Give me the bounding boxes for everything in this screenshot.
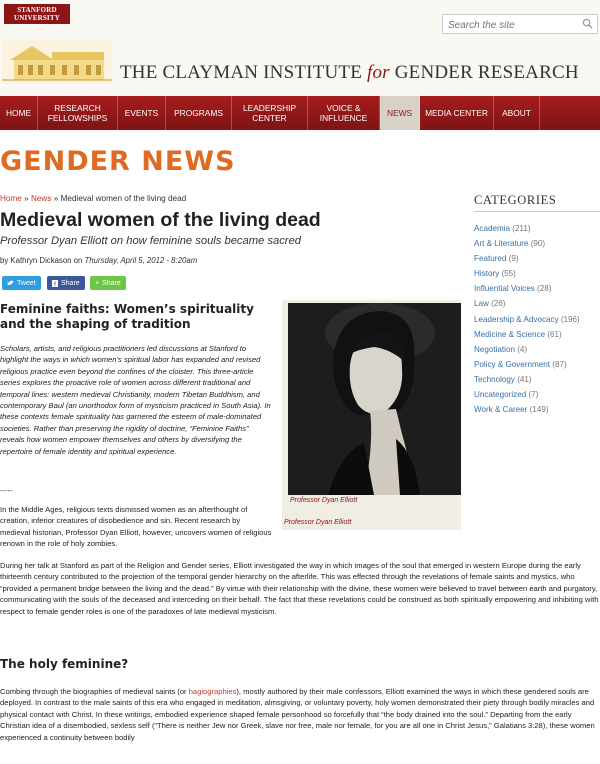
site-header xyxy=(0,0,600,96)
nav-item-news[interactable]: NEWS xyxy=(380,96,420,130)
category-link[interactable]: Leadership & Advocacy xyxy=(474,314,559,324)
series-heading: Feminine faiths: Women’s spirituality and the shaping of tradition xyxy=(0,302,254,331)
divider-text: ----- xyxy=(0,486,13,495)
share-label: Share xyxy=(102,279,121,287)
category-count: (41) xyxy=(517,374,532,384)
byline xyxy=(0,256,197,265)
nav-item-about[interactable]: ABOUT xyxy=(494,96,540,130)
category-link[interactable]: Work & Career xyxy=(474,405,528,415)
category-link[interactable]: Art & Literature xyxy=(474,239,529,249)
category-item[interactable] xyxy=(474,372,580,387)
category-item[interactable] xyxy=(474,342,580,357)
category-count: (90) xyxy=(530,239,546,249)
category-item[interactable] xyxy=(474,296,580,311)
byline-date: Thursday, April 5, 2012 - 8:20am xyxy=(84,256,198,265)
svg-text:f: f xyxy=(54,281,57,287)
facebook-share-label: Share xyxy=(61,279,80,287)
categories-heading: CATEGORIES xyxy=(474,193,557,207)
category-count: (149) xyxy=(529,405,549,415)
search-input[interactable] xyxy=(443,17,573,35)
section-heading: The holy feminine? xyxy=(0,657,129,671)
category-item[interactable] xyxy=(474,236,580,251)
category-link[interactable]: Technology xyxy=(474,374,515,384)
photo-caption: Professor Dyan Elliott xyxy=(284,519,352,526)
byline-author: by Kathryn Dickason on xyxy=(0,256,83,265)
site-title[interactable] xyxy=(120,62,579,84)
breadcrumb-home[interactable]: Home xyxy=(0,194,22,203)
tweet-button[interactable] xyxy=(2,276,41,290)
category-item[interactable] xyxy=(474,357,580,372)
site-title-main: THE CLAYMAN INSTITUTE xyxy=(120,62,363,83)
tweet-label: Tweet xyxy=(17,279,36,287)
category-link[interactable]: Featured xyxy=(474,254,507,264)
category-item[interactable] xyxy=(474,312,580,327)
category-count: (28) xyxy=(537,284,552,294)
category-link[interactable]: Uncategorized xyxy=(474,390,527,400)
category-count: (7) xyxy=(528,390,539,400)
categories-divider xyxy=(474,211,600,212)
twitter-icon xyxy=(7,280,14,286)
nav-item-voice-influence[interactable]: VOICE & INFLUENCE xyxy=(308,96,380,130)
nav-item-research-fellowships[interactable]: RESEARCH FELLOWSHIPS xyxy=(38,96,118,130)
category-item[interactable] xyxy=(474,266,580,281)
category-item[interactable] xyxy=(474,281,580,296)
share-button[interactable] xyxy=(90,276,126,290)
facebook-icon xyxy=(52,280,58,287)
category-count: (211) xyxy=(512,224,531,233)
paragraph-3 xyxy=(0,686,600,764)
plus-icon: + xyxy=(95,279,100,287)
breadcrumb-sep: » xyxy=(53,194,59,203)
category-count: (55) xyxy=(501,269,516,279)
category-item[interactable] xyxy=(474,387,580,402)
category-link[interactable]: History xyxy=(474,269,500,279)
category-count: (26) xyxy=(491,299,506,309)
category-item[interactable] xyxy=(474,327,580,342)
hagiographies-link[interactable]: hagiographies xyxy=(188,687,237,696)
breadcrumb-current: Medieval women of the living dead xyxy=(60,194,187,203)
category-count: (87) xyxy=(552,359,567,369)
paragraph-3-a: Combing through the biographies of medieval saints (or xyxy=(0,687,189,696)
facebook-share-button[interactable] xyxy=(47,276,85,290)
category-link[interactable]: Medicine & Science xyxy=(474,329,546,339)
category-link[interactable]: Law xyxy=(474,299,489,309)
article-title: Medieval women of the living dead xyxy=(0,209,321,231)
photo-caption-inline: Professor Dyan Elliott xyxy=(290,497,358,504)
category-count: (61) xyxy=(547,329,562,339)
nav-item-events[interactable]: EVENTS xyxy=(118,96,166,130)
category-count: (4) xyxy=(517,344,528,354)
category-item[interactable] xyxy=(474,221,580,236)
portrait-photo[interactable] xyxy=(288,303,461,495)
category-link[interactable]: Negotiation xyxy=(474,344,515,354)
category-item[interactable] xyxy=(474,251,580,266)
search-icon[interactable] xyxy=(582,18,593,29)
nav-item-media-center[interactable]: MEDIA CENTER xyxy=(420,96,494,130)
nav-item-programs[interactable]: PROGRAMS xyxy=(166,96,232,130)
category-link[interactable]: Influential Voices xyxy=(474,284,535,294)
category-count: (9) xyxy=(508,254,519,264)
paragraph-1: In the Middle Ages, religious texts dismissed women as an afterthought of creation, inferior creatures of disobedience and sin. Recent research by medieval historian, Professor Dyan Elliott, however, uncovers women of religious renown in the role of holy zombies. xyxy=(0,505,272,549)
nav-item-leadership-center[interactable]: LEADERSHIP CENTER xyxy=(232,96,308,130)
categories-list xyxy=(474,221,580,417)
main-nav xyxy=(0,96,600,130)
category-count: (196) xyxy=(560,314,580,324)
breadcrumb-news[interactable]: News xyxy=(30,194,52,203)
site-title-end: GENDER RESEARCH xyxy=(394,62,579,83)
paragraph-2: During her talk at Stanford as part of the Religion and Gender series, Elliott investigated the way in which images of the soul that emerged in western Europe during the early thirteenth century contributed to the projection of the temporal gender hierarchy on the afterlife. This was effected through the revelations of female saints and mystics, who “provided a permanent bridge between the living and the dead.” By virtue with their relationship with the divine, these women were believed to travel between earth and purgatory, communicating with the souls of the deceased and interceding on their behalf. The fact that these revelations could be construed as both spiritually empowering and inhibiting with respect to female gender roles is one of the paradoxes of late medieval mysticism. xyxy=(0,561,599,616)
stanford-logo[interactable]: STANFORD UNIVERSITY xyxy=(4,4,70,24)
paragraph-3-b: ), mostly authored by their male confessors, Elliott examined the ways in which these gendered souls are deployed. In contrast to the male saints of this era who engaged in meditation, almsgiving, or voluntary poverty, holy women demonstrated their piety through bodily miracles and physical contact with Christ. In these writings, embodied experience shaped female personhood so forcefully that “the body drained into the soul.” Departing from the early Christian idea of a disembodied, sexless self (“There is neither Jew nor Greek, slave nor free, male nor female, for you are all one in Christ Jesus,” Galatians 3:28), these women experienced a continuity between bodily xyxy=(0,687,595,742)
breadcrumb-sep: » xyxy=(24,194,29,203)
breadcrumb xyxy=(0,194,186,203)
article-subtitle: Professor Dyan Elliott on how feminine souls became sacred xyxy=(0,235,301,247)
series-intro: Scholars, artists, and religious practitioners led discussions at Stanford to highlight the ways in which women’s spiritual labor has expanded and revised religious practice even beyond the confines of the cloister. This three-article series explores the proactive role of women across different traditional and temporal lines: western medieval Christianity, modern Tibetan Buddhism, and contemporary Baul (an unorthodox form of mysticism practiced in South Asia). In these contexts female spirituality has garnered the esteem of male-dominated societies. Rather than preserving the rigidity of doctrine, “Feminine Faiths” reveals how women empower themselves and others by diversifying the repertoire of female identity and spiritual experience. xyxy=(0,344,271,456)
nav-item-home[interactable]: HOME xyxy=(0,96,38,130)
section-banner: GENDER NEWS xyxy=(0,146,236,177)
institute-building-logo[interactable] xyxy=(2,40,112,84)
category-link[interactable]: Policy & Government xyxy=(474,359,551,369)
category-link[interactable]: Academia xyxy=(474,224,510,233)
site-title-for: for xyxy=(367,62,390,83)
category-item[interactable] xyxy=(474,402,580,417)
search-box[interactable] xyxy=(442,14,598,34)
